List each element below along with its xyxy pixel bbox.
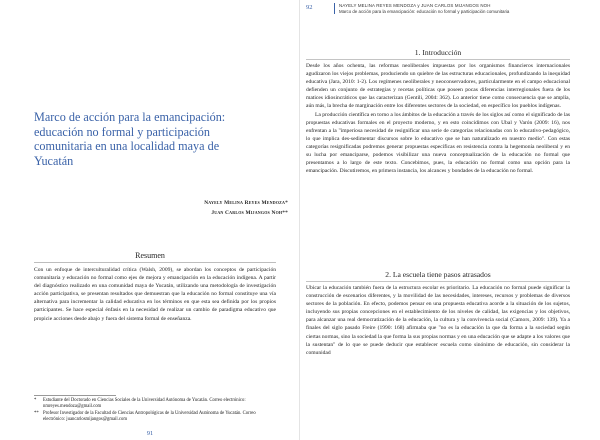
footnote-2 (34, 411, 276, 423)
section-heading: 1. Introducción (414, 48, 462, 57)
abstract-rule (34, 262, 276, 263)
abstract-heading: Resumen (135, 251, 165, 260)
section-1-body (306, 62, 570, 175)
section-2-body (306, 284, 570, 357)
section-rule (306, 281, 570, 282)
footnote-rule (34, 395, 116, 396)
footnotes (34, 398, 276, 424)
paragraph: Desde los años ochenta, las reformas neoliberales impuestas por los organismos financieros internacionales agudizaron los viejos problemas, produciendo un quiebre de las estructuras educacionales, profundizando la inequidad educativa (Jara, 2010: 1-2). Los regímenes neoliberales y neoconservadores, particularmente en el campo educacional defienden un conjunto de estrategias y recetas políticas que poseen pocas diferencias interregionales fuera de los matices idiosincráticos que las caracterizan (Gentili, 2004: 362). Lo anterior tiene como consecuencia que se amplía, aún más, la brecha de marginación entre los diferentes sectores de la sociedad, en específico los pueblos indígenas. (306, 63, 570, 110)
page-number: 92 (306, 4, 313, 11)
running-head-title: Marco de acción para la emancipación: educación no formal y participación comunitaria (339, 8, 510, 14)
paragraph: La producción científica en torno a los ámbitos de la educación a través de los siglos así como el significado de las propuestas educativas formales en el proyecto moderno, y en esto coincidimos con Ubal y Varón (2009: 16), nos enfrentan a la "imperiosa necesidad de resignificar una serie de categorías relacionadas con lo educativo-pedagógico, lo que implica des-sedimentar discursos sobre lo educativo que se han naturalizado en nuestro medio". Con estas categorías resignificadas podremos generar propuestas específicas en resistencia contra la hegemonía neoliberal y en su lucha por emanciparse, podemos visibilizar una nueva conceptualización de la educación no formal que presentamos a lo largo de este texto. Concebimos, pues, la educación no formal como una opción para la emancipación. Discutiremos, en primera instancia, los alcances y bondades de la educación no formal. (306, 111, 570, 175)
footnote-text: Profesor Investigador de la Facultad de Ciencias Antropológicas de la Universidad Autónoma de Yucatán. Correo electrónico: juancarlosmijangos@gmail.com (43, 411, 256, 423)
abstract (34, 266, 276, 323)
footnote-mark: * (34, 398, 37, 403)
page-number: 91 (146, 430, 154, 437)
footnote-text: Estudiante del Doctorado en Ciencias Sociales de la Universidad Autónoma de Yucatán. Correo electrónico: nmreyes.mendoza@gmail.com (43, 398, 246, 410)
running-head-text (334, 3, 509, 14)
paragraph: Ubicar la educación también fuera de la estructura escolar es prioritario. La educación no formal puede significar la construcción de escenarios diferentes, y la movilidad de las necesidades, intereses, recursos y problemas de diversos sectores de la población. En efecto, podemos pensar en una propuesta educativa acorde a la situación de los sujetos, incluyendo sus propias concepciones en el establecimiento de los niveles de calidad, las exigencias y los objetivos, para alcanzar una real democratización de la educación, la cultura y la convivencia social (Camors, 2009: 139). Ya a finales del siglo pasado Freire (1990: 168) afirmaba que "no es la educación la que da forma a la sociedad según ciertas normas, sino la sociedad la que forma la sus propias normas y en una educación que se adapte a los valores que la sustentan" de lo que se puede deducir que establecer escuela como sinónimo de educación, sin considerar la comunidad (306, 285, 570, 356)
section-rule (306, 59, 570, 60)
abstract-text: Con un enfoque de interculturalidad crítica (Walsh, 2009), se abordan los conceptos de participación comunitaria y educación no formal como ejes de mejora y emancipación en la educación indígena. A partir del diagnóstico realizado en una comunidad maya de Yucatán, utilizando una metodología de investigación acción participativa, se presentan resultados que demuestran que la educación no formal constituye una vía alternativa para incrementar la calidad educativa en los términos en que esta sea definida por los propios participantes. Se hace especial énfasis en la necesidad de realizar un cambio de paradigma educativo que propicie acciones desde abajo y fuera del sistema formal de enseñanza. (34, 267, 276, 322)
section-heading: 2. La escuela tiene pasos atrasados (385, 270, 491, 279)
running-head (306, 3, 596, 14)
author-list (204, 198, 288, 218)
article-title: Marco de acción para la emancipación: educación no formal y participación comunitaria en una localidad maya de Yucatán (34, 110, 226, 168)
running-head-authors: NAYELY MELINA REYES MENDOZA y JUAN CARLOS MIJANGOS NOH (339, 3, 491, 8)
right-page (300, 0, 600, 440)
footnote-mark: ** (34, 411, 39, 417)
author-2: Juan Carlos Mijangos Noh** (211, 210, 288, 216)
footnote-1 (34, 398, 276, 410)
author-1: Nayely Melina Reyes Mendoza* (204, 200, 288, 206)
